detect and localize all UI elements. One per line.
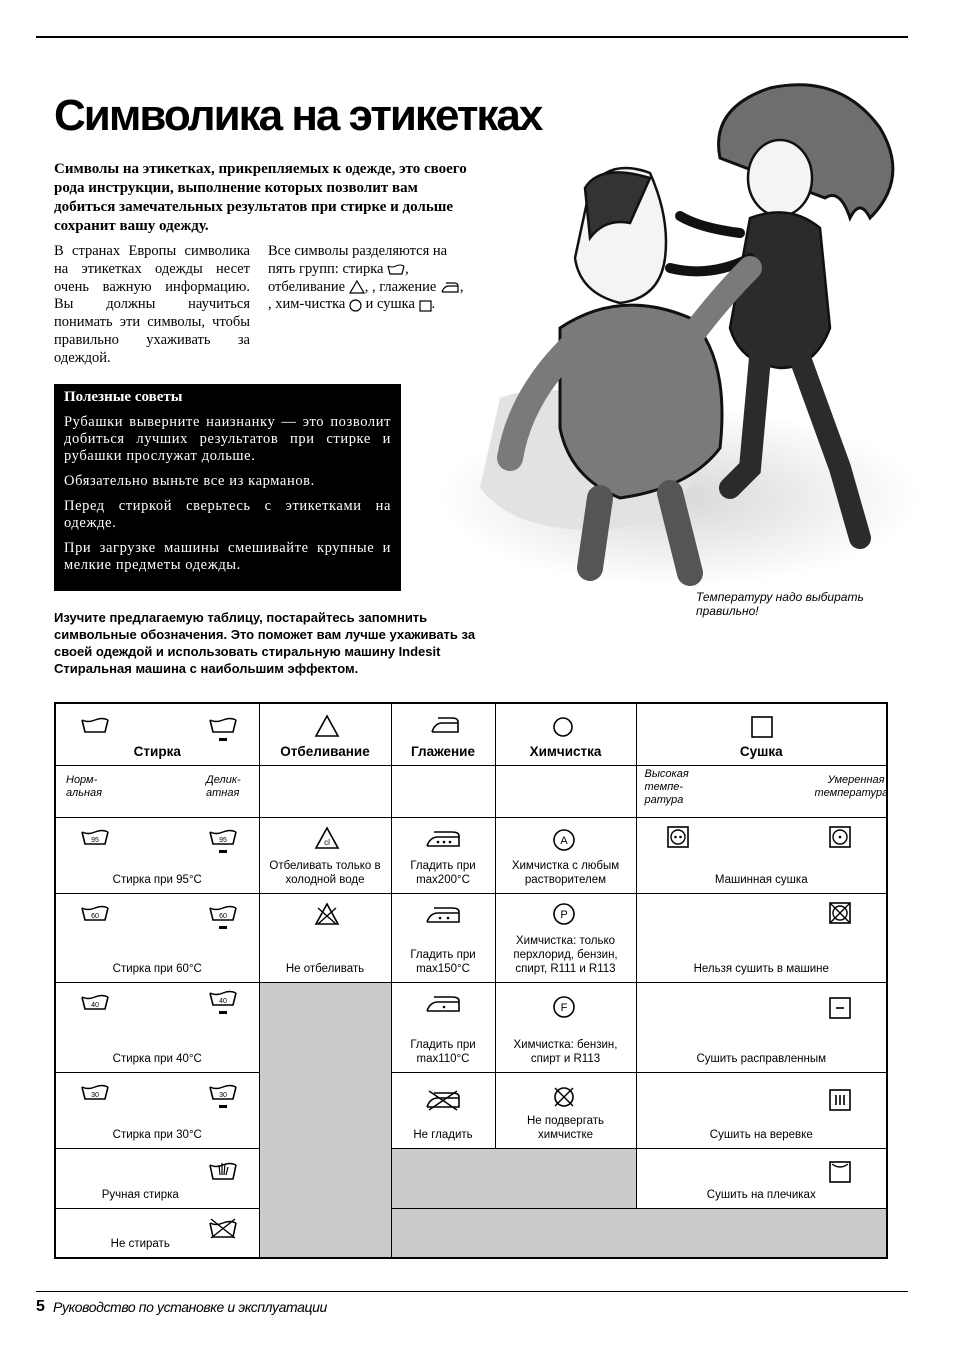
wash-95-delicate-icon — [208, 828, 238, 856]
no-iron-icon — [425, 1089, 461, 1111]
bleach-triangle-icon — [314, 714, 340, 738]
svg-text:60: 60 — [91, 912, 99, 920]
table-subheader-row — [55, 765, 887, 817]
table-row — [55, 1208, 887, 1258]
dancing-couple-illustration — [420, 68, 920, 592]
dry-flat-icon — [829, 997, 851, 1019]
wash-60-icon — [80, 904, 110, 922]
svg-text:95: 95 — [219, 836, 227, 844]
illustration-caption: Температуру надо выбирать правильно! — [696, 590, 864, 618]
drying-square-icon — [750, 715, 774, 739]
wash-95-icon — [80, 828, 110, 846]
dry-flat-cell: Сушить расправленным — [636, 982, 887, 1072]
dryclean-f-cell: F Химчистка: бензин, спирт и R113 — [495, 982, 636, 1072]
wash-40-delicate-icon — [208, 989, 238, 1017]
table-row — [55, 817, 887, 893]
tip-item: Обязательно выньте все из карманов. — [64, 473, 315, 489]
wash-40-cell: 40 40 Стирка при 40°C — [55, 982, 259, 1072]
iron-low-icon — [425, 995, 461, 1013]
body-column-2: Все символы разделяются на пять групп: стирка , отбеливание , , глажение , , хим-чистка и сушка . — [268, 243, 464, 313]
line-dry-cell: Сушить на веревке — [636, 1072, 887, 1148]
page-title: Символика на этикетках — [54, 91, 542, 140]
wash-40-icon — [80, 993, 110, 1011]
table-row — [55, 893, 887, 982]
table-header-row — [55, 703, 887, 765]
header-iron: Глажение — [391, 703, 495, 765]
no-tumble-cell: Нельзя сушить в машине — [636, 893, 887, 982]
header-dryclean: Химчистка — [495, 703, 636, 765]
tips-heading: Полезные советы — [64, 389, 183, 405]
dryclean-f-icon — [552, 995, 576, 1019]
svg-text:40: 40 — [91, 1001, 99, 1009]
dry-clean-circle-icon — [552, 716, 574, 738]
bleach-cl-icon — [314, 826, 340, 850]
useful-tips-box — [54, 384, 401, 591]
table-row — [55, 982, 887, 1072]
dryclean-a-cell: A Химчистка с любым растворителем — [495, 817, 636, 893]
dry-clean-circle-icon — [349, 299, 362, 312]
iron-medium-icon — [425, 906, 461, 924]
top-rule — [36, 36, 908, 38]
no-iron-cell: Не гладить — [391, 1072, 495, 1148]
care-symbols-table-wrap — [54, 702, 889, 1257]
wash-30-icon — [80, 1083, 110, 1101]
wash-60-cell: 60 60 Стирка при 60°C — [55, 893, 259, 982]
no-dryclean-cell: Не подвергать химчистке — [495, 1072, 636, 1148]
svg-text:30: 30 — [219, 1091, 227, 1099]
care-symbols-table — [54, 702, 888, 1259]
body-column-1: В странах Европы символика на этикетках одежды несет очень важную информацию. Вы должны научиться понимать эти символы, чтобы правильно ухаживать за одеждой. — [54, 243, 250, 366]
no-wash-cell: Не стирать — [55, 1208, 259, 1258]
no-bleach-icon — [314, 902, 340, 926]
dryclean-p-icon — [552, 902, 576, 926]
bleach-cold-cell: cl Отбеливать только в холодной воде — [259, 817, 391, 893]
do-not-wash-icon — [208, 1217, 238, 1239]
wash-60-delicate-icon — [208, 904, 238, 932]
empty-grey-cell — [391, 1148, 636, 1208]
bottom-rule — [36, 1291, 908, 1292]
wash-95-cell: 95 95 Стирка при 95°C — [55, 817, 259, 893]
empty-grey-cell — [259, 982, 391, 1258]
header-drying: Сушка — [636, 703, 887, 765]
table-row — [55, 1148, 887, 1208]
tip-item: Рубашки выверните наизнанку — это позволит добиться лучших результатов при стирке и рубашки прослужат дольше. — [64, 414, 391, 464]
page-number: 5 — [36, 1298, 45, 1315]
tip-item: При загрузке машины смешивайте крупные и мелкие предметы одежды. — [64, 540, 391, 573]
line-dry-icon — [829, 1089, 851, 1111]
iron-icon — [430, 716, 460, 734]
table-row — [55, 1072, 887, 1148]
hand-wash-icon — [208, 1159, 238, 1181]
drip-dry-hanger-icon — [829, 1161, 851, 1183]
iron-high-icon — [425, 830, 461, 848]
wash-30-delicate-icon — [208, 1083, 238, 1111]
tip-item: Перед стиркой сверьтесь с этикетками на одежде. — [64, 498, 391, 531]
iron-200-cell: Гладить при max200°C — [391, 817, 495, 893]
wash-tub-icon — [387, 263, 405, 275]
no-dryclean-icon — [552, 1085, 576, 1109]
svg-text:A: A — [559, 834, 568, 847]
dryclean-a-icon — [552, 828, 576, 852]
table-intro: Изучите предлагаемую таблицу, постарайтесь запомнить символьные обозначения. Это поможет вам лучше ухаживать за своей одеждой и использовать стиральную машину Indesit Стиральная машина с наибольшим эффектом. — [54, 610, 476, 676]
iron-110-cell: Гладить при max110°C — [391, 982, 495, 1072]
svg-text:40: 40 — [219, 997, 227, 1005]
bleach-triangle-icon — [349, 280, 365, 294]
subheader-drying: Высокая темпе-ратура Умеренная температура — [636, 765, 887, 817]
svg-text:F: F — [560, 1001, 567, 1014]
svg-text:cl: cl — [323, 837, 330, 847]
no-tumble-dry-icon — [829, 902, 851, 924]
header-wash: Стирка — [55, 703, 259, 765]
drying-machine-cell: Машинная сушка — [636, 817, 887, 893]
svg-text:30: 30 — [91, 1091, 99, 1099]
no-bleach-cell: Не отбеливать — [259, 893, 391, 982]
dryclean-p-cell: P Химчистка: только перхлорид, бензин, спирт, R111 и R113 — [495, 893, 636, 982]
wash-tub-icon — [80, 716, 110, 734]
lead-paragraph: Символы на этикетках, прикрепляемых к одежде, это своего рода инструкции, выполнение которых позволит вам добиться замечательных результатов при стирке и дольше сохранит вашу одежду. — [54, 161, 467, 234]
header-bleach: Отбеливание — [259, 703, 391, 765]
wash-delicate-icon — [208, 716, 238, 744]
tumble-dry-low-icon — [829, 826, 851, 848]
tumble-dry-high-icon — [667, 826, 689, 848]
svg-text:P: P — [559, 908, 568, 921]
subheader-wash: Норм-альная Делик-атная — [55, 765, 259, 817]
empty-grey-cell — [391, 1208, 887, 1258]
hanger-dry-cell: Сушить на плечиках — [636, 1148, 887, 1208]
iron-150-cell: Гладить при max150°C — [391, 893, 495, 982]
footer-text: Руководство по установке и эксплуатации — [53, 1299, 327, 1315]
svg-text:60: 60 — [219, 912, 227, 920]
svg-text:95: 95 — [91, 836, 99, 844]
hand-wash-cell: Ручная стирка — [55, 1148, 259, 1208]
wash-30-cell: 30 30 Стирка при 30°C — [55, 1072, 259, 1148]
